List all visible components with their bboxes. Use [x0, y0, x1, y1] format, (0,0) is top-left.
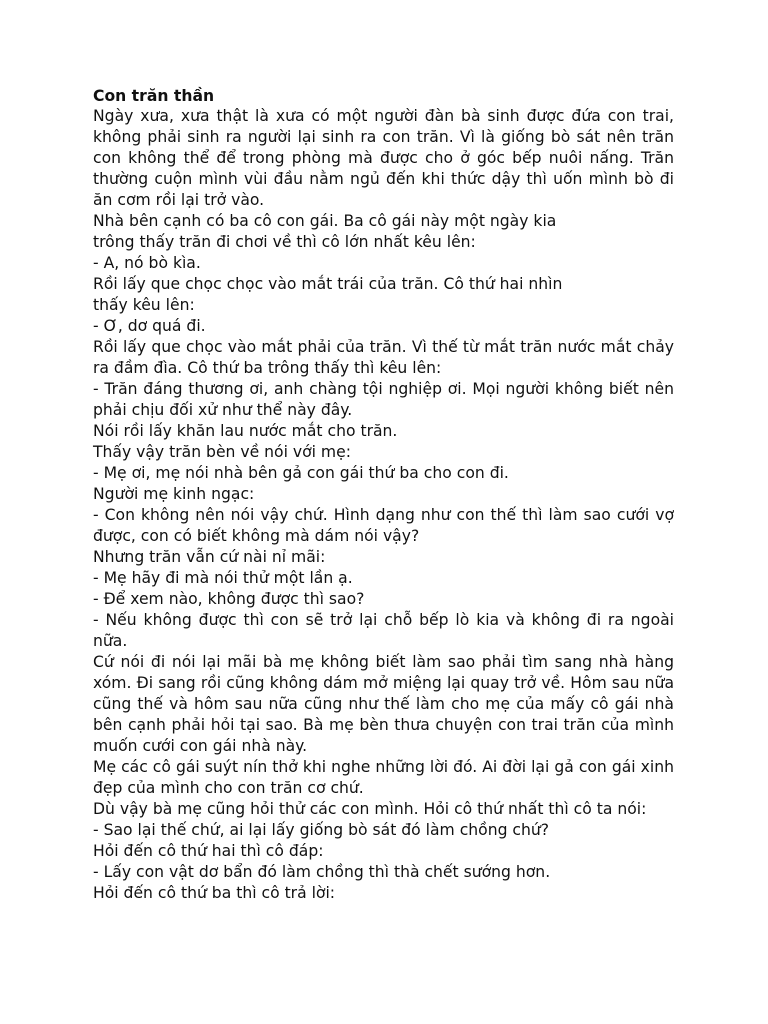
- paragraph: Cứ nói đi nói lại mãi bà mẹ không biết làm sao phải tìm sang nhà hàng xóm. Đi sang rồi cũng không dám mở miệng lại quay trở về. Hôm sau nữa cũng thế và hôm sau nữa cũng như thế làm cho mẹ của mấy cô gái nhà bên cạnh phải hỏi tại sao. Bà mẹ bèn thưa chuyện con trai trăn của mình muốn cưới con gái nhà này.: [93, 653, 674, 755]
- paragraph: - Lấy con vật dơ bẩn đó làm chồng thì thà chết sướng hơn.: [93, 863, 551, 881]
- paragraph: Rồi lấy que chọc chọc vào mắt trái của trăn. Cô thứ hai nhìn: [93, 275, 563, 293]
- paragraph: - Con không nên nói vậy chứ. Hình dạng như con thế thì làm sao cưới vợ được, con có biết không mà dám nói vậy?: [93, 506, 674, 545]
- paragraph: Nói rồi lấy khăn lau nước mắt cho trăn.: [93, 422, 398, 440]
- paragraph: Mẹ các cô gái suýt nín thở khi nghe những lời đó. Ai đời lại gả con gái xinh đẹp của mình cho con trăn cơ chứ.: [93, 758, 674, 797]
- paragraph: - Mẹ hãy đi mà nói thử một lần ạ.: [93, 569, 353, 587]
- paragraph: Rồi lấy que chọc vào mắt phải của trăn. Vì thế từ mắt trăn nước mắt chảy ra đầm đìa. Cô thứ ba trông thấy thì kêu lên:: [93, 338, 674, 377]
- paragraph: Hỏi đến cô thứ hai thì cô đáp:: [93, 842, 324, 860]
- paragraph: Nhà bên cạnh có ba cô con gái. Ba cô gái này một ngày kia: [93, 212, 557, 230]
- paragraph: Thấy vậy trăn bèn về nói với mẹ:: [93, 443, 351, 461]
- paragraph: Ngày xưa, xưa thật là xưa có một người đàn bà sinh được đứa con trai, không phải sinh ra người lại sinh ra con trăn. Vì là giống bò sát nên trăn con không thể để trong phòng mà được cho ở góc bếp nuôi nấng. Trăn thường cuộn mình vùi đầu nằm ngủ đến khi thức dậy thì uốn mình bò đi ăn cơm rồi lại trở vào.: [93, 107, 674, 209]
- paragraph: Nhưng trăn vẫn cứ nài nỉ mãi:: [93, 548, 326, 566]
- paragraph: - Ơ, dơ quá đi.: [93, 317, 206, 335]
- paragraph: Người mẹ kinh ngạc:: [93, 485, 255, 503]
- paragraph: - Trăn đáng thương ơi, anh chàng tội nghiệp ơi. Mọi người không biết nên phải chịu đối xử như thể này đây.: [93, 380, 674, 419]
- paragraph: Dù vậy bà mẹ cũng hỏi thử các con mình. Hỏi cô thứ nhất thì cô ta nói:: [93, 800, 647, 818]
- paragraph: - Để xem nào, không được thì sao?: [93, 590, 365, 608]
- paragraph: thấy kêu lên:: [93, 296, 195, 314]
- paragraph: trông thấy trăn đi chơi về thì cô lớn nhất kêu lên:: [93, 233, 476, 251]
- paragraph: - Sao lại thế chứ, ai lại lấy giống bò sát đó làm chồng chứ?: [93, 821, 550, 839]
- paragraph: - Nếu không được thì con sẽ trở lại chỗ bếp lò kia và không đi ra ngoài nữa.: [93, 611, 674, 650]
- paragraph: Hỏi đến cô thứ ba thì cô trả lời:: [93, 884, 336, 902]
- paragraph: - A, nó bò kìa.: [93, 254, 201, 272]
- document-title: Con trăn thần: [93, 87, 215, 105]
- paragraph: - Mẹ ơi, mẹ nói nhà bên gả con gái thứ ba cho con đi.: [93, 464, 509, 482]
